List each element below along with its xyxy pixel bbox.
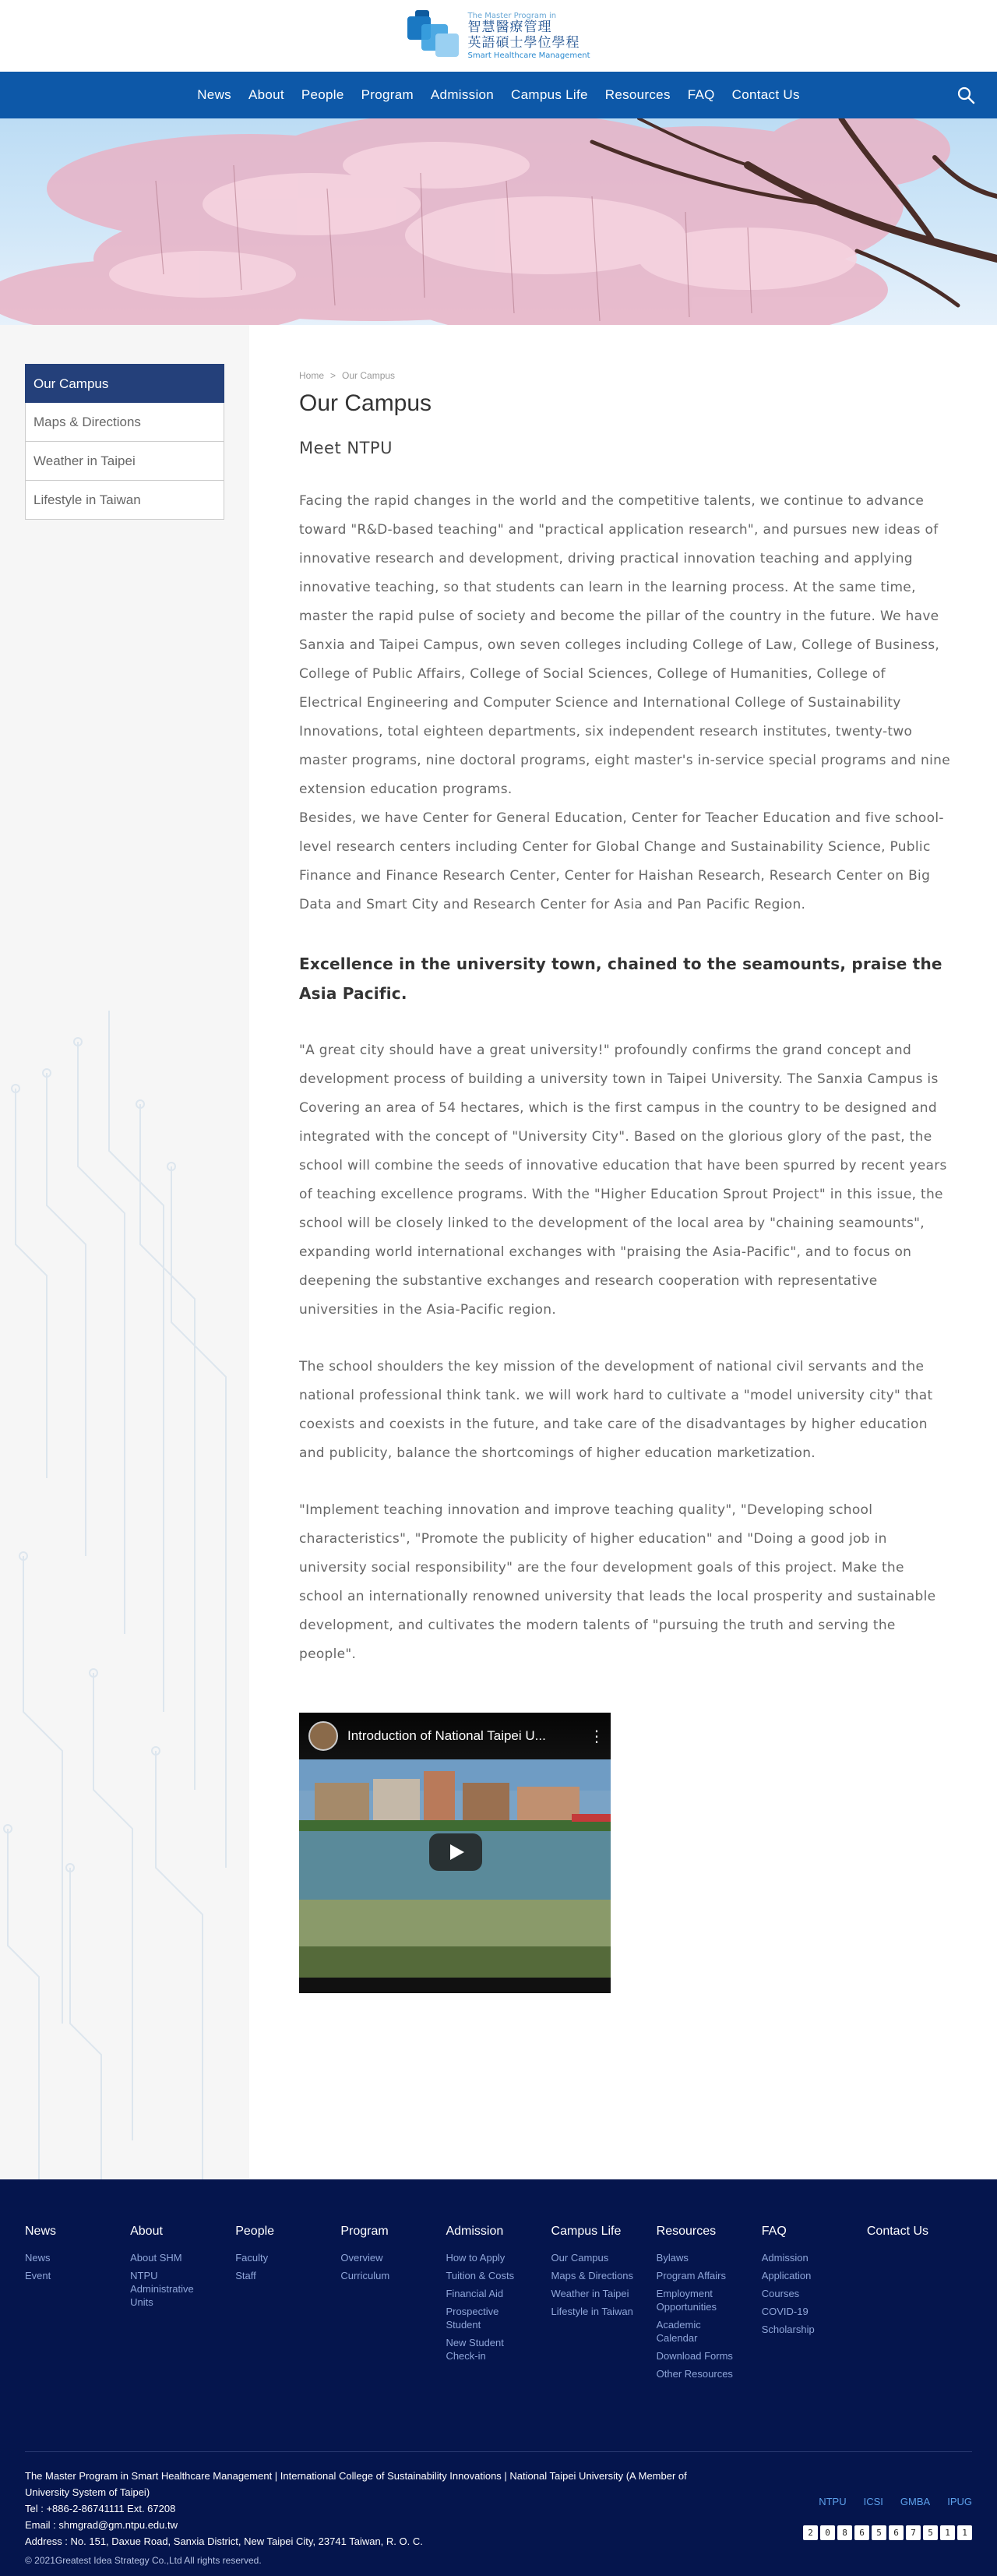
main-nav bbox=[0, 72, 997, 118]
logo-text bbox=[468, 12, 590, 60]
footer-heading-resources[interactable]: Resources bbox=[656, 2225, 717, 2238]
footer-info bbox=[25, 2468, 726, 2569]
nav-contact-us[interactable]: Contact Us bbox=[731, 87, 800, 102]
footer-link-gmba[interactable]: GMBA bbox=[900, 2496, 931, 2507]
youtube-video-embed[interactable] bbox=[299, 1713, 611, 1993]
footer-link[interactable]: COVID-19 bbox=[761, 2306, 809, 2317]
footer-program-line: The Master Program in Smart Healthcare Management | International College of Sustainability Innovations | National Taipei University (A Member of University System of Taipei) bbox=[25, 2470, 687, 2498]
footer-col-people bbox=[235, 2225, 340, 2385]
paragraph-2: Besides, we have Center for General Education, Center for Teacher Education and five school-level research centers including Center for Global Change and Sustainability Science, Public Finance and Finance Research Center, Center for Haishan Research, Research Center on Big Data and Smart City and Research Center for Asia and Pan Pacific Region. bbox=[299, 810, 944, 912]
sidebar-item-our-campus[interactable]: Our Campus bbox=[25, 364, 224, 403]
sidebar bbox=[0, 325, 249, 2179]
paragraph-5: "Implement teaching innovation and improve teaching quality", "Developing school characteristics", "Promote the publicity of higher education" and "Doing a good job in university social responsibility" are the four development goals of this project. Make the school an internationally renowned university that leads the local prosperity and sustainable development, and cultivates the modern talents of "pursuing the truth and serving the people". bbox=[299, 1502, 936, 1662]
nav-program[interactable]: Program bbox=[361, 87, 414, 102]
footer-link[interactable]: Bylaws bbox=[656, 2252, 689, 2264]
breadcrumb-separator: > bbox=[330, 370, 336, 381]
logo-zh-line1: 智慧醫療管理 bbox=[467, 19, 552, 36]
sidebar-item-maps-directions[interactable]: Maps & Directions bbox=[25, 403, 224, 442]
counter-digit: 6 bbox=[889, 2525, 904, 2540]
nav-admission[interactable]: Admission bbox=[430, 87, 495, 102]
video-header bbox=[299, 1713, 611, 1759]
breadcrumb-home[interactable]: Home bbox=[299, 370, 325, 381]
main-content bbox=[249, 325, 997, 2179]
footer-copyright: © 2021Greatest Idea Strategy Co.,Ltd All rights reserved. bbox=[25, 2555, 262, 2566]
nav-campus-life[interactable]: Campus Life bbox=[511, 87, 588, 102]
footer-col-campus-life bbox=[551, 2225, 657, 2385]
footer-link[interactable]: Program Affairs bbox=[656, 2270, 727, 2281]
footer-heading-news[interactable]: News bbox=[25, 2225, 57, 2238]
paragraph-1: Facing the rapid changes in the world and the competitive talents, we continue to advance toward "R&D-based teaching" and "practical application research", and pursues new ideas of innovative research and development, driving practical innovation teaching and applying innovative teaching, so that students can learn in the learning process. At the same time, master the rapid pulse of society and become the pillar of the country in the future. We have Sanxia and Taipei Campus, own seven colleges including College of Law, College of Business, College of Public Affairs, College of Social Sciences, College of Humanities, College of Electrical Engineering and Computer Science and International College of Sustainability Innovations, total eighteen departments, six independent research institutes, twenty-two master programs, nine doctoral programs, eight master's in-service special programs and nine extension education programs. bbox=[299, 493, 950, 797]
footer-heading-program[interactable]: Program bbox=[340, 2225, 389, 2238]
footer-tel: Tel : +886-2-86741111 Ext. 67208 bbox=[25, 2503, 176, 2514]
site-footer bbox=[0, 2179, 997, 2576]
footer-address: Address : No. 151, Daxue Road, Sanxia District, New Taipei City, 23741 Taiwan, R. O. C. bbox=[25, 2535, 423, 2547]
video-title[interactable]: Introduction of National Taipei U... bbox=[347, 1728, 546, 1743]
footer-link[interactable]: Scholarship bbox=[761, 2324, 815, 2335]
search-icon[interactable] bbox=[956, 86, 975, 104]
nav-news[interactable]: News bbox=[197, 87, 231, 102]
footer-link[interactable]: Courses bbox=[761, 2288, 800, 2299]
footer-link[interactable]: Download Forms bbox=[656, 2350, 733, 2362]
counter-digit: 5 bbox=[923, 2525, 938, 2540]
more-options-icon[interactable]: ⋮ bbox=[589, 1727, 604, 1745]
footer-link[interactable]: Prospective Student bbox=[446, 2306, 499, 2331]
footer-link[interactable]: Staff bbox=[235, 2270, 256, 2281]
nav-resources[interactable]: Resources bbox=[604, 87, 671, 102]
cherry-blossom-banner bbox=[0, 118, 997, 325]
footer-link-ntpu[interactable]: NTPU bbox=[819, 2496, 847, 2507]
sidebar-item-lifestyle-in-taiwan[interactable]: Lifestyle in Taiwan bbox=[25, 481, 224, 520]
footer-heading-faq[interactable]: FAQ bbox=[761, 2225, 787, 2238]
nav-about[interactable]: About bbox=[248, 87, 284, 102]
page-title: Our Campus bbox=[299, 390, 432, 416]
visitor-counter bbox=[803, 2525, 972, 2540]
footer-heading-campus-life[interactable]: Campus Life bbox=[551, 2225, 622, 2238]
footer-col-about bbox=[130, 2225, 235, 2385]
footer-link[interactable]: Maps & Directions bbox=[551, 2270, 634, 2281]
footer-partner-links bbox=[819, 2496, 972, 2507]
footer-col-faq bbox=[762, 2225, 867, 2385]
nav-faq[interactable]: FAQ bbox=[687, 87, 715, 102]
footer-link[interactable]: Event bbox=[25, 2270, 51, 2281]
footer-link[interactable]: Employment Opportunities bbox=[656, 2288, 717, 2313]
footer-divider bbox=[25, 2451, 972, 2452]
paragraph-4: The school shoulders the key mission of the development of national civil servants and the national professional think tank. we will work hard to cultivate a "model university city" that coexists and coexists in the future, and take care of the disadvantages by higher education and publicity, balance the shortcomings of higher education marketization. bbox=[299, 1359, 933, 1461]
footer-link[interactable]: How to Apply bbox=[446, 2252, 506, 2264]
footer-link[interactable]: Overview bbox=[340, 2252, 383, 2264]
paragraph-3: "A great city should have a great university!" profoundly confirms the grand concept and development process of building a university town in Taipei University. The Sanxia Campus is Covering an area of 54 hectares, which is the first campus in the country to be designed and integrated with the concept of "University City". Based on the glorious glory of the past, the school will combine the seeds of innovative education that have been spurred by recent years of teaching excellence programs. With the "Higher Education Sprout Project" in this issue, the school will be closely linked to the development of the local area by "chaining seamounts", expanding world international exchanges with "praising the Asia-Pacific", and to focus on deepening the substantive exchanges and research cooperation with representative universities in the Asia-Pacific region. bbox=[299, 1043, 947, 1318]
footer-link-icsi[interactable]: ICSI bbox=[863, 2496, 883, 2507]
site-logo[interactable] bbox=[407, 10, 590, 62]
footer-col-contact-us bbox=[867, 2225, 972, 2385]
footer-heading-about[interactable]: About bbox=[130, 2225, 163, 2238]
counter-digit: 5 bbox=[872, 2525, 886, 2540]
counter-digit: 6 bbox=[854, 2525, 869, 2540]
counter-digit: 7 bbox=[906, 2525, 921, 2540]
footer-col-program bbox=[340, 2225, 446, 2385]
play-button[interactable] bbox=[429, 1833, 482, 1871]
footer-link[interactable]: Tuition & Costs bbox=[446, 2270, 515, 2281]
footer-link[interactable]: Other Resources bbox=[656, 2368, 733, 2380]
counter-digit: 2 bbox=[803, 2525, 818, 2540]
footer-link[interactable]: New Student Check-in bbox=[446, 2337, 504, 2362]
footer-heading-admission[interactable]: Admission bbox=[446, 2225, 504, 2238]
footer-link[interactable]: Admission bbox=[761, 2252, 809, 2264]
counter-digit: 8 bbox=[837, 2525, 852, 2540]
logo-zh-line2: 英語碩士學位學程 bbox=[467, 35, 580, 51]
footer-link[interactable]: Academic Calendar bbox=[656, 2319, 701, 2344]
breadcrumb-current: Our Campus bbox=[342, 370, 396, 381]
logo-en-bottom: Smart Healthcare Management bbox=[467, 51, 590, 60]
channel-avatar[interactable] bbox=[308, 1721, 338, 1751]
footer-link[interactable]: Application bbox=[761, 2270, 812, 2281]
nav-people[interactable]: People bbox=[301, 87, 344, 102]
main-area bbox=[0, 325, 997, 2179]
footer-columns bbox=[0, 2179, 997, 2385]
footer-link[interactable]: Weather in Taipei bbox=[551, 2288, 629, 2299]
counter-digit: 1 bbox=[940, 2525, 955, 2540]
logo-mark-icon bbox=[407, 10, 462, 62]
footer-link[interactable]: Our Campus bbox=[551, 2252, 609, 2264]
sidebar-item-weather-in-taipei[interactable]: Weather in Taipei bbox=[25, 442, 224, 481]
counter-digit: 0 bbox=[820, 2525, 835, 2540]
footer-link[interactable]: Curriculum bbox=[340, 2270, 390, 2281]
footer-link[interactable]: Faculty bbox=[235, 2252, 269, 2264]
footer-col-news bbox=[25, 2225, 130, 2385]
footer-col-resources bbox=[657, 2225, 762, 2385]
logo-en-top: The Master Program in bbox=[467, 11, 557, 20]
footer-link[interactable]: Financial Aid bbox=[446, 2288, 504, 2299]
footer-heading-contact-us[interactable]: Contact Us bbox=[866, 2225, 929, 2238]
footer-link-ipug[interactable]: IPUG bbox=[947, 2496, 972, 2507]
footer-link[interactable]: About SHM bbox=[130, 2252, 182, 2264]
banner-image bbox=[0, 118, 997, 325]
breadcrumb bbox=[299, 370, 950, 381]
footer-heading-people[interactable]: People bbox=[235, 2225, 275, 2238]
footer-link[interactable]: NTPU Administrative Units bbox=[130, 2270, 194, 2308]
footer-link[interactable]: News bbox=[25, 2252, 51, 2264]
counter-digit: 1 bbox=[957, 2525, 972, 2540]
footer-col-admission bbox=[446, 2225, 551, 2385]
section-title-meet-ntpu: Meet NTPU bbox=[299, 439, 393, 457]
footer-link[interactable]: Lifestyle in Taiwan bbox=[551, 2306, 633, 2317]
footer-email[interactable]: Email : shmgrad@gm.ntpu.edu.tw bbox=[25, 2519, 178, 2531]
site-header bbox=[0, 0, 997, 72]
section-title-excellence: Excellence in the university town, chained to the seamounts, praise the Asia Pacific. bbox=[299, 955, 942, 1003]
